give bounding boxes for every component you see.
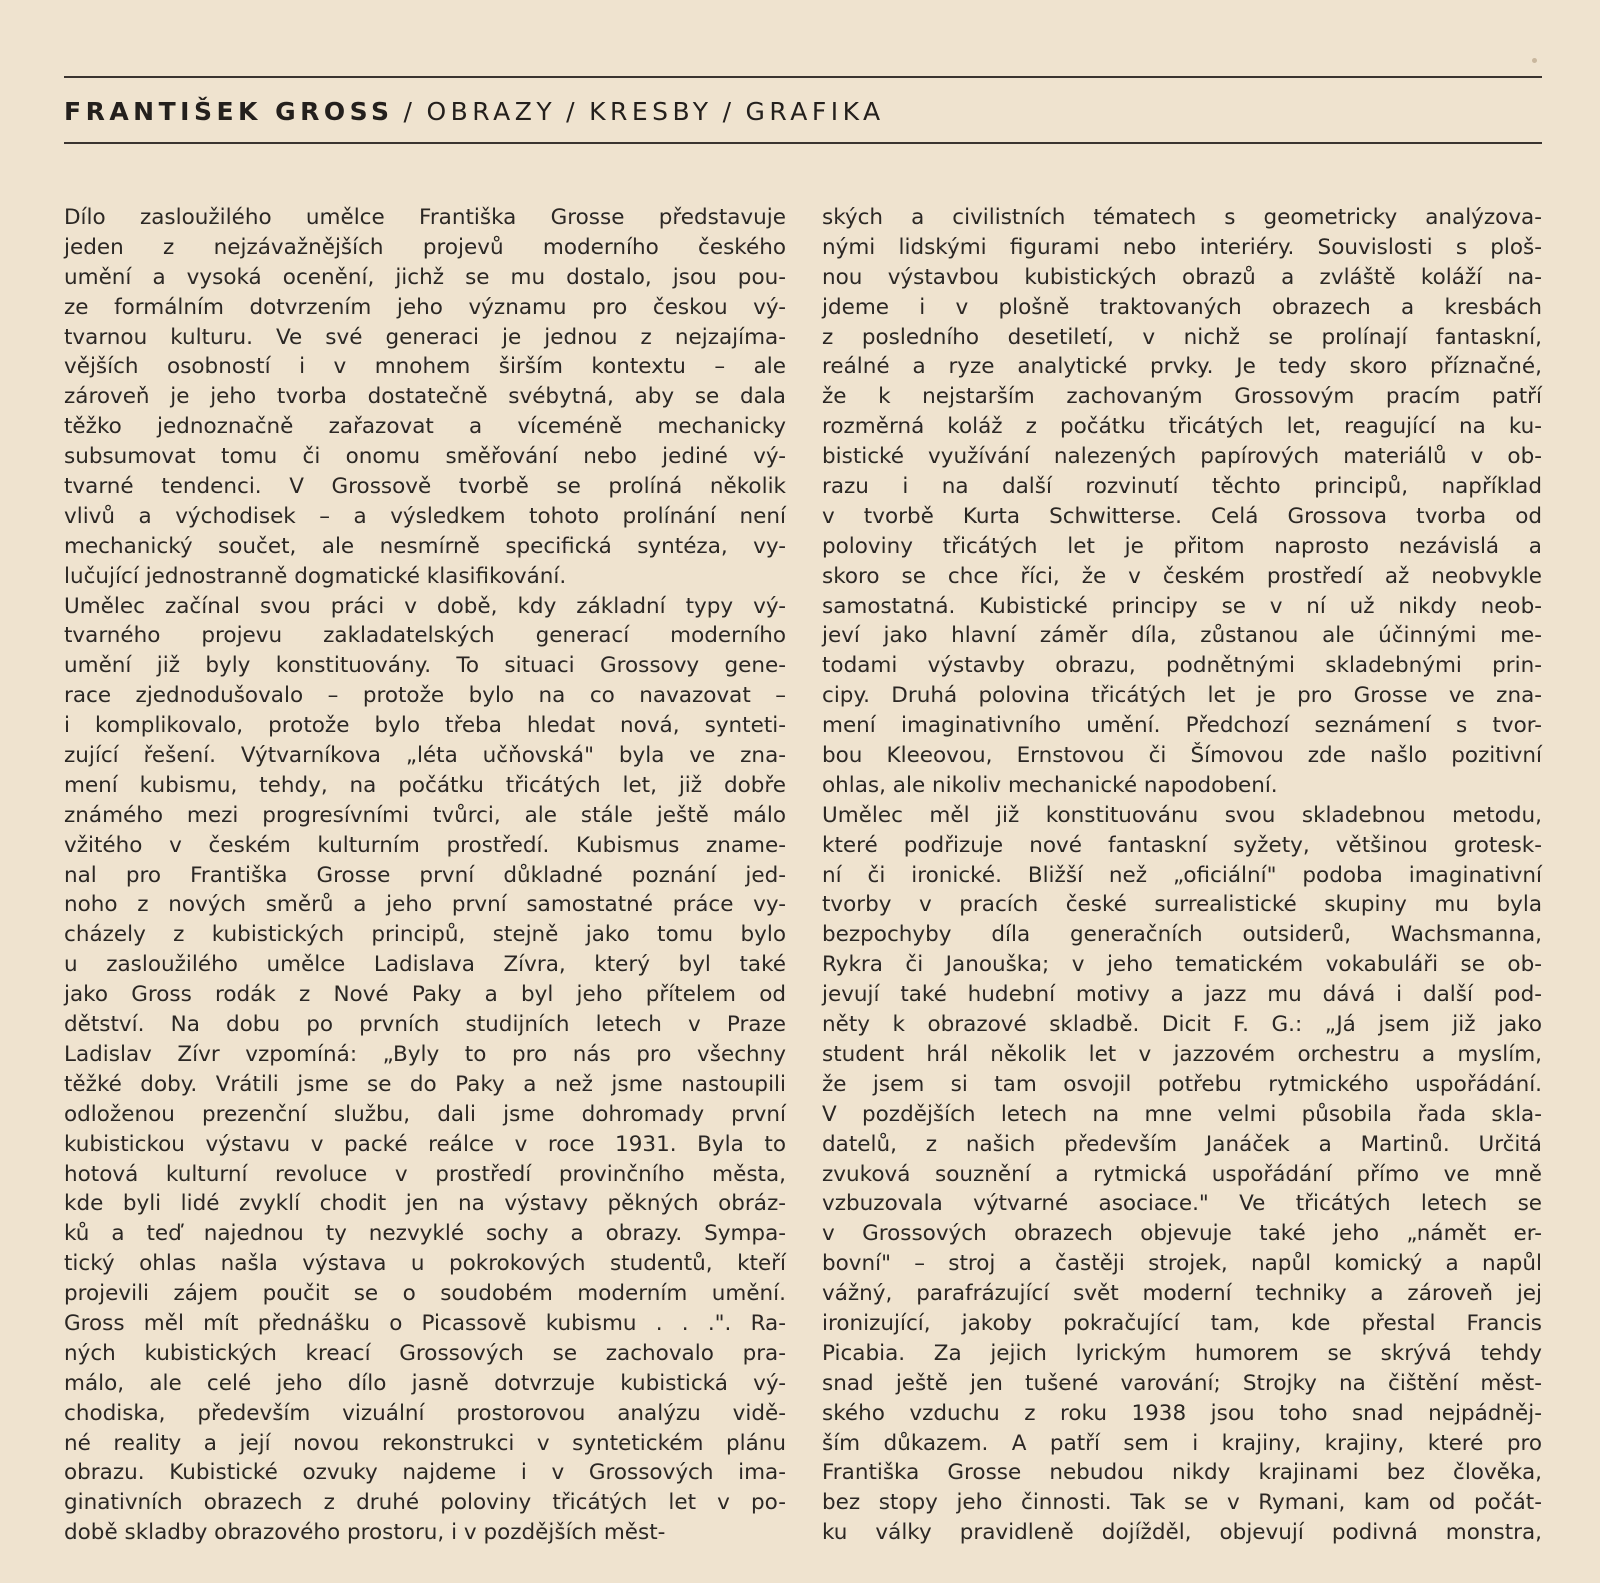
text-line: projevili zájem poučit se o soudobém moderním umění. — [64, 1281, 786, 1307]
text-line: bezpochyby díla generačních outsiderů, Wachsmanna, — [822, 922, 1542, 948]
text-line: tvorby v pracích české surrealistické skupiny mu byla — [822, 892, 1542, 918]
text-line: těžké doby. Vrátili jsme se do Paky a než jsme nastoupili — [64, 1071, 786, 1097]
header-separator: / — [403, 97, 417, 126]
text-line: ironizující, jakoby pokračující tam, kde přestal Francis — [822, 1310, 1542, 1336]
text-line: noho z nových směrů a jeho první samostatné práce vy- — [64, 892, 786, 918]
header-separator: / — [566, 97, 580, 126]
text-line: Františka Grosse nebudou nikdy krajinami bez člověka, — [822, 1460, 1542, 1486]
text-line: poloviny třicátých let je přitom naprosto nezávislá a — [822, 533, 1542, 559]
text-line: né reality a její novou rekonstrukci v syntetickém plánu — [64, 1430, 786, 1456]
text-line: nými lidskými figurami nebo interiéry. Souvislosti s ploš- — [822, 234, 1542, 260]
text-line: jeví jako hlavní záměr díla, zůstanou ale účinnými me- — [822, 623, 1542, 649]
text-line: ského vzduchu z roku 1938 jsou toho snad nejpádněj- — [822, 1400, 1542, 1426]
text-line: todami výstavby obrazu, podnětnými skladebnými prin- — [822, 653, 1542, 679]
text-column-left — [64, 203, 786, 1548]
text-line: hotová kulturní revoluce v prostředí provinčního města, — [64, 1161, 786, 1187]
text-line: ze formálním dotvrzením jeho významu pro českou vý- — [64, 294, 786, 320]
text-line: vžitého v českém kulturním prostředí. Kubismus zname- — [64, 832, 786, 858]
text-line: Rykra či Janouška; v jeho tematickém vokabuláři se ob- — [822, 952, 1542, 978]
text-line: kubistickou výstavu v packé reálce v roce 1931. Byla to — [64, 1131, 786, 1157]
header-section-drawings: KRESBY — [589, 97, 713, 126]
text-line: ných kubistických kreací Grossových se zachovalo pra- — [64, 1340, 786, 1366]
text-line: málo, ale celé jeho dílo jasně dotvrzuje kubistická vý- — [64, 1370, 786, 1396]
text-line: nou výstavbou kubistických obrazů a zvláště koláží na- — [822, 264, 1542, 290]
text-line: ských a civilistních tématech s geometricky analýzova- — [822, 205, 1542, 230]
author-name: FRANTIŠEK GROSS — [64, 97, 394, 126]
text-line: i komplikovalo, protože bylo třeba hledat nová, synteti- — [64, 713, 786, 739]
text-line: bovní" – stroj a častěji strojek, napůl komický a napůl — [822, 1251, 1542, 1277]
text-line: mení imaginativního umění. Předchozí seznámení s tvor- — [822, 713, 1542, 739]
text-line: razu i na další rozvinutí těchto principů, například — [822, 474, 1542, 500]
text-line: tvarnou kulturu. Ve své generaci je jednou z nejzajíma- — [64, 324, 786, 350]
text-line: něty k obrazové skladbě. Dicit F. G.: „Já jsem již jako — [822, 1012, 1542, 1038]
text-line: bez stopy jeho činnosti. Tak se v Rymani, kam od počát- — [822, 1490, 1542, 1516]
text-line: vzbuzovala výtvarné asociace." Ve třicátých letech se — [822, 1191, 1542, 1217]
text-line: student hrál několik let v jazzovém orchestru a myslím, — [822, 1041, 1542, 1067]
text-line: umění již byly konstituovány. To situaci Grossovy gene- — [64, 653, 786, 679]
text-line: dětství. Na dobu po prvních studijních letech v Praze — [64, 1012, 786, 1038]
text-line: vějších osobností i v mnohem širším kontextu – ale — [64, 354, 786, 380]
text-line: zároveň je jeho tvorba dostatečně svébytná, aby se dala — [64, 384, 786, 410]
text-line: tický ohlas našla výstava u pokrokových studentů, kteří — [64, 1251, 786, 1277]
text-line: vážný, parafrázující svět moderní techniky a zároveň jej — [822, 1281, 1542, 1307]
text-line: skoro se chce říci, že v českém prostředí až neobvykle — [822, 563, 1542, 589]
text-line: jdeme i v plošně traktovaných obrazech a kresbách — [822, 294, 1542, 320]
text-line: jako Gross rodák z Nové Paky a byl jeho přítelem od — [64, 982, 786, 1008]
text-line: V pozdějších letech na mne velmi působila řada skla- — [822, 1101, 1542, 1127]
text-line: lučující jednostranně dogmatické klasifikování. — [64, 563, 567, 589]
text-line: z posledního desetiletí, v nichž se prolínají fantaskní, — [822, 324, 1542, 350]
text-line: subsumovat tomu či onomu směřování nebo jediné vý- — [64, 444, 786, 470]
text-line: jeden z nejzávažnějších projevů moderního českého — [64, 234, 786, 260]
header-section-graphics: GRAFIKA — [745, 97, 885, 126]
text-line: které podřizuje nové fantaskní syžety, většinou grotesk- — [822, 832, 1542, 858]
text-line: u zasloužilého umělce Ladislava Zívra, který byl také — [64, 952, 786, 978]
header-rule-top — [64, 76, 1542, 78]
text-line: známého mezi progresívními tvůrci, ale stále ještě málo — [64, 802, 786, 828]
text-line: cipy. Druhá polovina třicátých let je pro Grosse ve zna- — [822, 683, 1542, 709]
text-column-right — [822, 203, 1542, 1548]
header-rule-bottom — [64, 142, 1542, 144]
text-line: jevují také hudební motivy a jazz mu dává i další pod- — [822, 982, 1542, 1008]
text-line: v tvorbě Kurta Schwitterse. Celá Grossova tvorba od — [822, 503, 1542, 529]
text-line: rozměrná koláž z počátku třicátých let, reagující na ku- — [822, 414, 1542, 440]
text-line: bou Kleeovou, Ernstovou či Šímovou zde našlo pozitivní — [822, 743, 1542, 769]
text-line: nal pro Františka Grosse první důkladné poznání jed- — [64, 862, 786, 888]
text-line: reálné a ryze analytické prvky. Je tedy skoro příznačné, — [822, 354, 1542, 380]
text-line: tvarného projevu zakladatelských generací moderního — [64, 623, 786, 649]
text-line: ším důkazem. A patří sem i krajiny, krajiny, které pro — [822, 1430, 1542, 1456]
text-line: těžko jednoznačně zařazovat a víceméně mechanicky — [64, 414, 786, 440]
text-line: obrazu. Kubistické ozvuky najdeme i v Grossových ima- — [64, 1460, 786, 1486]
text-line: cházely z kubistických principů, stejně jako tomu bylo — [64, 922, 786, 948]
text-line: bistické využívání nalezených papírových materiálů v ob- — [822, 444, 1542, 470]
text-line: ků a teď najednou ty nezvyklé sochy a obrazy. Sympa- — [64, 1221, 786, 1247]
text-line: snad ještě jen tušené varování; Strojky na čištění měst- — [822, 1370, 1542, 1396]
text-line: datelů, z našich především Janáček a Martinů. Určitá — [822, 1131, 1542, 1157]
text-line: Umělec začínal svou práci v době, kdy základní typy vý- — [64, 593, 786, 619]
text-line: době skladby obrazového prostoru, i v pozdějších měst- — [64, 1520, 666, 1546]
text-line: race zjednodušovalo – protože bylo na co navazovat – — [64, 683, 786, 709]
text-line: ku války pravidleně dojížděl, objevují podivná monstra, — [822, 1520, 1542, 1546]
text-line: mení kubismu, tehdy, na počátku třicátých let, již dobře — [64, 772, 786, 798]
header-separator: / — [722, 97, 736, 126]
page-header — [64, 92, 1542, 132]
text-line: Gross měl mít přednášku o Picassově kubismu . . .". Ra- — [64, 1310, 786, 1336]
text-line: odloženou prezenční službu, dali jsme dohromady první — [64, 1101, 786, 1127]
text-line: ní či ironické. Bližší než „oficiální" podoba imaginativní — [822, 862, 1542, 888]
text-line: umění a vysoká ocenění, jichž se mu dostalo, jsou pou- — [64, 264, 786, 290]
text-line: Umělec měl již konstituovánu svou skladebnou metodu, — [822, 802, 1542, 828]
header-section-paintings: OBRAZY — [426, 97, 557, 126]
text-line: ohlas, ale nikoliv mechanické napodobení. — [822, 772, 1278, 798]
text-line: v Grossových obrazech objevuje také jeho „námět er- — [822, 1221, 1542, 1247]
text-line: mechanický součet, ale nesmírně specifická syntéza, vy- — [64, 533, 786, 559]
text-line: Ladislav Zívr vzpomíná: „Byly to pro nás pro všechny — [64, 1041, 786, 1067]
text-line: samostatná. Kubistické principy se v ní už nikdy neob- — [822, 593, 1542, 619]
text-line: ginativních obrazech z druhé poloviny třicátých let v po- — [64, 1490, 786, 1516]
text-line: kde byli lidé zvyklí chodit jen na výstavy pěkných obráz- — [64, 1191, 786, 1217]
text-line: chodiska, především vizuální prostorovou analýzu vidě- — [64, 1400, 786, 1426]
text-line: Dílo zasloužilého umělce Františka Grosse představuje — [64, 205, 786, 230]
text-line: že jsem si tam osvojil potřebu rytmického uspořádání. — [822, 1071, 1542, 1097]
text-line: zvuková souznění a rytmická uspořádání přímo ve mně — [822, 1161, 1542, 1187]
text-line: zující řešení. Výtvarníkova „léta učňovská" byla ve zna- — [64, 743, 786, 769]
text-line: vlivů a východisek – a výsledkem tohoto prolínání není — [64, 503, 786, 529]
text-line: Picabia. Za jejich lyrickým humorem se skrývá tehdy — [822, 1340, 1542, 1366]
text-line: tvarné tendenci. V Grossově tvorbě se prolíná několik — [64, 474, 786, 500]
paper-speck — [1532, 58, 1537, 63]
text-line: že k nejstarším zachovaným Grossovým pracím patří — [822, 384, 1542, 410]
